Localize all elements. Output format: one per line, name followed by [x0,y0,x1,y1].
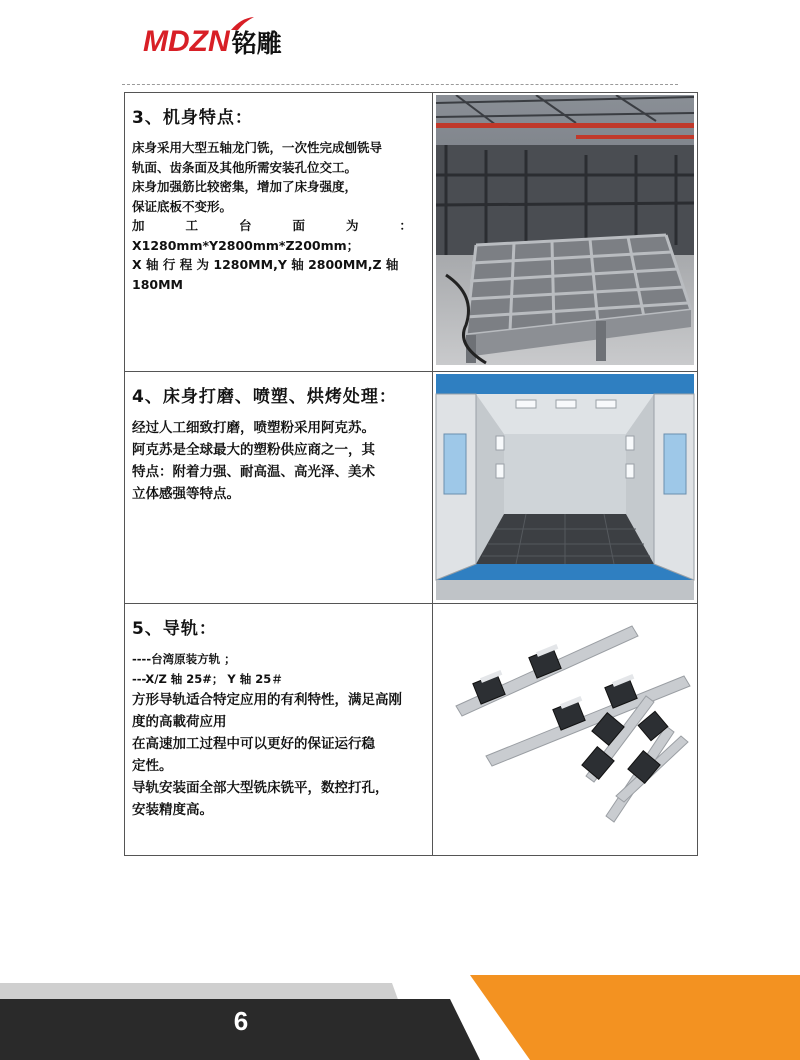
page-number: 6 [233,1006,249,1036]
label-char: ： [399,218,412,233]
section-image-cell [433,372,698,604]
section-text-cell [125,93,433,372]
label-char: 面 [292,218,305,233]
section-title: 3、机身特点： [132,108,253,128]
section-text-cell [125,604,433,856]
body-line: ----台湾原装方轨 ； [132,652,236,666]
linear-guide-rails-photo [435,606,695,834]
body-line: X 轴 行 程 为 1280MM,Y 轴 2800MM,Z 轴 [132,257,399,272]
table-row [125,372,698,604]
gantry-bed-frame-photo [435,95,695,365]
brand-logo [143,22,282,62]
body-line: 立体感强等特点。 [132,486,240,502]
section-title: 5、导轨： [132,619,217,639]
label-char: 工 [185,218,198,233]
label-char: 为 [345,218,359,233]
body-line: 阿克苏是全球最大的塑粉供应商之一，其 [132,442,375,458]
body-line: 导轨安装面全部大型铣床铣平，数控打孔， [132,780,389,796]
body-line: 定性。 [132,758,173,774]
body-line: 180MM [132,276,183,292]
body-line: 安装精度高。 [132,802,213,818]
body-line: 特点：附着力强、耐高温、高光泽、美术 [132,464,375,480]
body-line: 轨面、齿条面及其他所需安装孔位交工。 [132,159,358,175]
logo-chinese-text: 铭雕 [231,29,282,58]
section-text-cell [125,372,433,604]
header-divider [122,84,678,85]
paint-booth-photo [435,374,695,600]
logo-latin-text: MDZN [143,25,230,58]
label-char: 台 [238,218,252,233]
body-line: 度的高載荷应用 [132,714,227,730]
logo-swoosh-icon [229,16,255,32]
section-image-cell [433,93,698,372]
table-row [125,604,698,856]
label-char: 加 [132,218,145,233]
footer-banner [0,975,800,1060]
body-line: 方形导轨适合特定应用的有利特性，满足高刚 [132,692,402,708]
body-line: 保证底板不变形。 [132,198,233,214]
body-line: 在高速加工过程中可以更好的保证运行稳 [132,736,375,752]
body-line: 床身加强筋比较密集，增加了床身强度， [132,179,358,194]
table-row [125,93,698,372]
body-line: X1280mm*Y2800mm*Z200mm； [132,237,360,253]
section-title: 4、床身打磨、喷塑、烘烤处理： [132,387,397,407]
work-table-label [132,216,426,236]
body-line: 经过人工细致打磨，喷塑粉采用阿克苏。 [132,420,375,436]
body-line: 床身采用大型五轴龙门铣，一次性完成刨铣导 [132,140,383,155]
body-line: ---X/Z 轴 25#； Y 轴 25＃ [132,672,283,686]
section-image-cell [433,604,698,856]
spec-table [124,92,698,856]
